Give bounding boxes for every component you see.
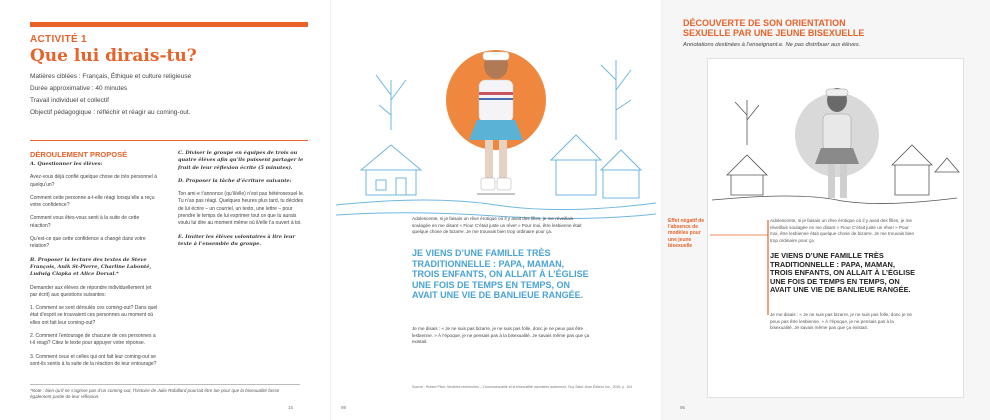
activity-meta [30,71,300,119]
page-number-right: 96 [680,405,686,410]
right-subtitle: Annotations destinées à l’enseignant.e. Ne pas distribuer aux élèves. [683,42,861,48]
numbered-question: 2. Comment l’entourage de chacune de ces personnes a t-il réagi? Citez le texte pour appuyer votre réponse. [30,333,156,347]
step-a-heading: A. Questionner les élèves: [30,161,103,167]
body-text-top: Adolescente, si je faisais un rêve érotique où il y avait des filles, je me réveillais soulagée en me disant « Fiou! C’était juste un rêve! » Pour moi, être lesbienne était quelque chose de bizarre. Je me trouvais bien trop ordinaire pour ça. [412,216,582,235]
middle-illustration [331,20,661,225]
body-text-bottom: Je me disais : « Je ne suis pas bizarre, je ne suis pas folle, donc je ne peux pas être lesbienne. » À l’époque, je ne pensais pas à la bisexualité. Je savais même pas que ça existait. [412,326,590,345]
right-body-bottom: Je me disais : « Je ne suis pas bizarre, je ne suis pas folle, donc je ne peux pas être lesbienne. » À l’époque, je ne pensais pas à la bisexualité. Je savais même pas que ça existait. [770,312,912,331]
writing-task: Ton ami·e t’annonce (qu’il/elle) n’est pas hétérosexuel·le. Tu n’as pas réagi. Quelques heures plus tard, tu décides de lui écrire – un courriel, un texto, une lettre – pour prendre le temps de lui exprimer tout ce que tu aurais voulu lui dire au moment même où il/elle t’a ouvert à toi. [178,191,305,227]
meta-objective: Objectif pédagogique : réfléchir et réagir au coming-out. [30,109,191,116]
question-paragraph: Comment vous êtes-vous senti à la suite de cette réaction? [30,215,140,229]
section-heading: DÉROULEMENT PROPOSÉ [30,150,128,159]
meta-subjects: Matières ciblées : Français, Éthique et culture religieuse [30,73,192,80]
top-rule [30,22,308,27]
question-paragraph: Comment cette personne a-t-elle réagi lorsqu’elle a reçu votre confidence? [30,194,155,209]
activity-title: Que lui dirais-tu? [30,46,197,66]
meta-duration: Durée approximative : 40 minutes [30,85,128,92]
numbered-question: 3. Comment ceux et celles qui ont fait leur coming-out se sont-ils sentis à la suite de la réaction de leur entourage? [30,353,157,367]
question-paragraph: Qu’est-ce que cette confidence a changé dans votre relation? [30,236,146,250]
column-two [178,150,308,254]
instructions: Demander aux élèves de répondre individuellement (et par écrit) aux questions suivantes: [30,284,152,298]
page-number-left: 15 [288,405,294,410]
source-note: Source : Robert Pilon, Modèles recherchés – L’homosexualité et la bisexualité racontées autrement, Guy Saint-Jean Éditeur Inc., 2015, p. 104 [412,385,633,389]
meta-mode: Travail individuel et collectif [30,97,109,104]
right-title: DÉCOUVERTE DE SON ORIENTATION SEXUELLE PAR UNE JEUNE BISEXUELLE [683,18,865,38]
question-paragraph: Avez-vous déjà confié quelque chose de très personnel à quelqu’un? [30,174,157,188]
page-number-middle: 98 [341,405,347,410]
step-d-heading: D. Proposer la tâche d’écriture suivante: [178,177,292,184]
column-one [30,161,160,374]
annotation-callout: Effet négatif de l’absence de modèles pour une jeune bisexuelle [668,218,705,249]
right-body-top: Adolescente, si je faisais un rêve érotique où il y avait des filles, je me réveillais soulagée en me disant « Fiou! C’était juste un rêve! » Pour moi, être lesbienne était quelque chose de bizarre. Je me trouvais bien trop ordinaire pour ça. [770,218,915,243]
step-b-heading: B. Proposer la lecture des textes de Steve François, Anik St-Pierre, Charline Labonté, Ludwig Clapka et Alice Dorval.* [30,256,152,278]
numbered-question: 1. Comment se sont déroulés ces coming-out? Dans quel état d’esprit se trouvaient ces personnes au moment où elles ont fait leur coming-out? [30,305,158,326]
activity-label: ACTIVITÉ 1 [30,34,87,45]
right-pull-quote: JE VIENS D’UNE FAMILLE TRÈS TRADITIONNELLE : PAPA, MAMAN, TROIS ENFANTS, ON ALLAIT À L’ÉGLISE UNE FOIS DE TEMPS EN TEMPS, ON AVAIT UNE VIE DE BANLIEUE RANGÉE. [770,251,916,295]
step-e-heading: E. Inviter les élèves volontaires à lire leur texte à l’ensemble du groupe. [178,233,296,247]
step-c-heading: C. Diviser le groupe en équipes de trois ou quatre élèves afin qu’ils puissent partager le fruit de leur réflexion écrite (5 minutes). [178,150,304,171]
right-illustration [707,60,962,210]
footnote: *Note : bien qu’il ne s’agisse pas d’un coming-out, l’histoire de Julie Robillard pourrait être lue pour que la bisexualité fasse également partie de leur réflexion. [30,384,300,401]
section-rule [30,140,308,141]
pull-quote: JE VIENS D’UNE FAMILLE TRÈS TRADITIONNELLE : PAPA, MAMAN, TROIS ENFANTS, ON ALLAIT À L’ÉGLISE UNE FOIS DE TEMPS EN TEMPS, ON AVAIT UNE VIE DE BANLIEUE RANGÉE. [412,248,589,300]
callout-bracket [708,215,773,325]
